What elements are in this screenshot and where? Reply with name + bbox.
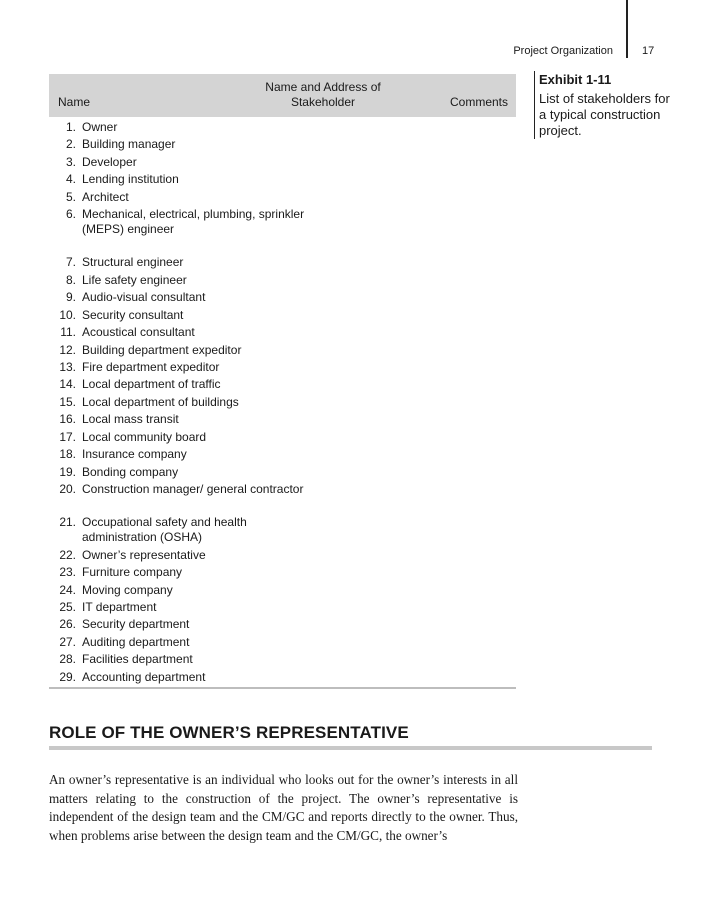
stakeholder-name: Acoustical consultant (82, 325, 195, 340)
stakeholder-name: Local department of buildings (82, 394, 239, 409)
section-heading: ROLE OF THE OWNER’S REPRESENTATIVE (49, 723, 409, 742)
column-header-name: Name (58, 95, 91, 109)
body-paragraph: An owner’s representative is an individual who looks out for the owner’s interests in all matters relating to the construction of the project. The owner’s representative is independent of the design team and the CM/GC and reports directly to the owner. Thus, when problems arise between the design team and the CM/GC, the owner’s (49, 772, 518, 843)
row-number: 9. (65, 290, 76, 305)
row-number: 10. (59, 307, 76, 322)
running-head (0, 45, 701, 61)
stakeholder-name: Occupational safety and health administration (OSHA) (82, 514, 247, 544)
row-number: 15. (59, 394, 76, 409)
row-number: 12. (59, 342, 76, 357)
section-rule (49, 746, 652, 750)
row-number: 17. (59, 429, 76, 444)
row-number: 28. (59, 652, 76, 667)
stakeholder-name: Auditing department (82, 634, 190, 649)
table-bottom-rule (49, 687, 516, 689)
row-number: 24. (59, 582, 76, 597)
row-number: 25. (59, 600, 76, 614)
stakeholder-name: Building department expeditor (82, 342, 242, 357)
stakeholder-name: Mechanical, electrical, plumbing, sprinkler (MEPS) engineer (82, 207, 305, 237)
row-number: 21. (59, 514, 76, 529)
row-number: 13. (59, 360, 76, 374)
stakeholder-name: Building manager (82, 137, 176, 152)
stakeholder-name: Moving company (82, 582, 173, 597)
stakeholder-name: Local mass transit (82, 412, 179, 427)
stakeholder-name: Security department (82, 617, 190, 632)
table-header (49, 74, 516, 117)
stakeholder-name: Insurance company (82, 447, 187, 462)
stakeholder-table-body (49, 118, 516, 688)
stakeholder-name: Structural engineer (82, 255, 184, 270)
stakeholder-name: Audio-visual consultant (82, 290, 206, 305)
row-number: 7. (65, 255, 76, 270)
stakeholder-name: Life safety engineer (82, 272, 187, 287)
stakeholder-name: Local community board (82, 429, 207, 444)
running-head-title: Project Organization (513, 45, 613, 57)
stakeholder-name: IT department (82, 600, 157, 614)
row-number: 8. (65, 272, 76, 287)
stakeholder-name: Accounting department (82, 669, 206, 684)
row-number: 22. (59, 547, 76, 562)
row-number: 14. (59, 377, 76, 392)
row-number: 6. (65, 207, 76, 222)
row-number: 16. (59, 412, 76, 427)
stakeholder-name: Developer (82, 154, 137, 169)
page-number: 17 (642, 45, 655, 57)
row-number: 23. (59, 565, 76, 580)
column-header-stakeholder: Name and Address of Stakeholder (265, 80, 381, 109)
stakeholder-name: Owner’s representative (82, 547, 206, 562)
row-number: 29. (59, 669, 76, 684)
stakeholder-name: Architect (82, 189, 129, 204)
row-number: 20. (59, 482, 76, 497)
stakeholder-name: Lending institution (82, 172, 179, 187)
stakeholder-name: Security consultant (82, 307, 184, 322)
row-number: 5. (65, 189, 76, 204)
stakeholder-name: Owner (82, 120, 118, 134)
stakeholder-name: Local department of traffic (82, 377, 221, 392)
row-number: 19. (59, 464, 76, 479)
exhibit-caption: List of stakeholders for a typical construction project. (539, 91, 670, 138)
exhibit-label: Exhibit 1-11 (539, 72, 612, 87)
column-header-comments: Comments (449, 95, 508, 109)
stakeholder-name: Facilities department (82, 652, 193, 667)
row-number: 26. (59, 617, 76, 632)
stakeholder-name: Bonding company (82, 464, 179, 479)
exhibit-callout (534, 71, 679, 139)
stakeholder-name: Fire department expeditor (82, 360, 220, 374)
stakeholder-name: Construction manager/ general contractor (82, 482, 304, 497)
row-number: 18. (59, 447, 76, 462)
row-number: 1. (65, 120, 76, 134)
row-number: 2. (65, 137, 76, 152)
row-number: 11. (60, 325, 76, 340)
stakeholder-name: Furniture company (82, 565, 183, 580)
row-number: 27. (59, 634, 76, 649)
row-number: 4. (65, 172, 76, 187)
row-number: 3. (65, 154, 76, 169)
